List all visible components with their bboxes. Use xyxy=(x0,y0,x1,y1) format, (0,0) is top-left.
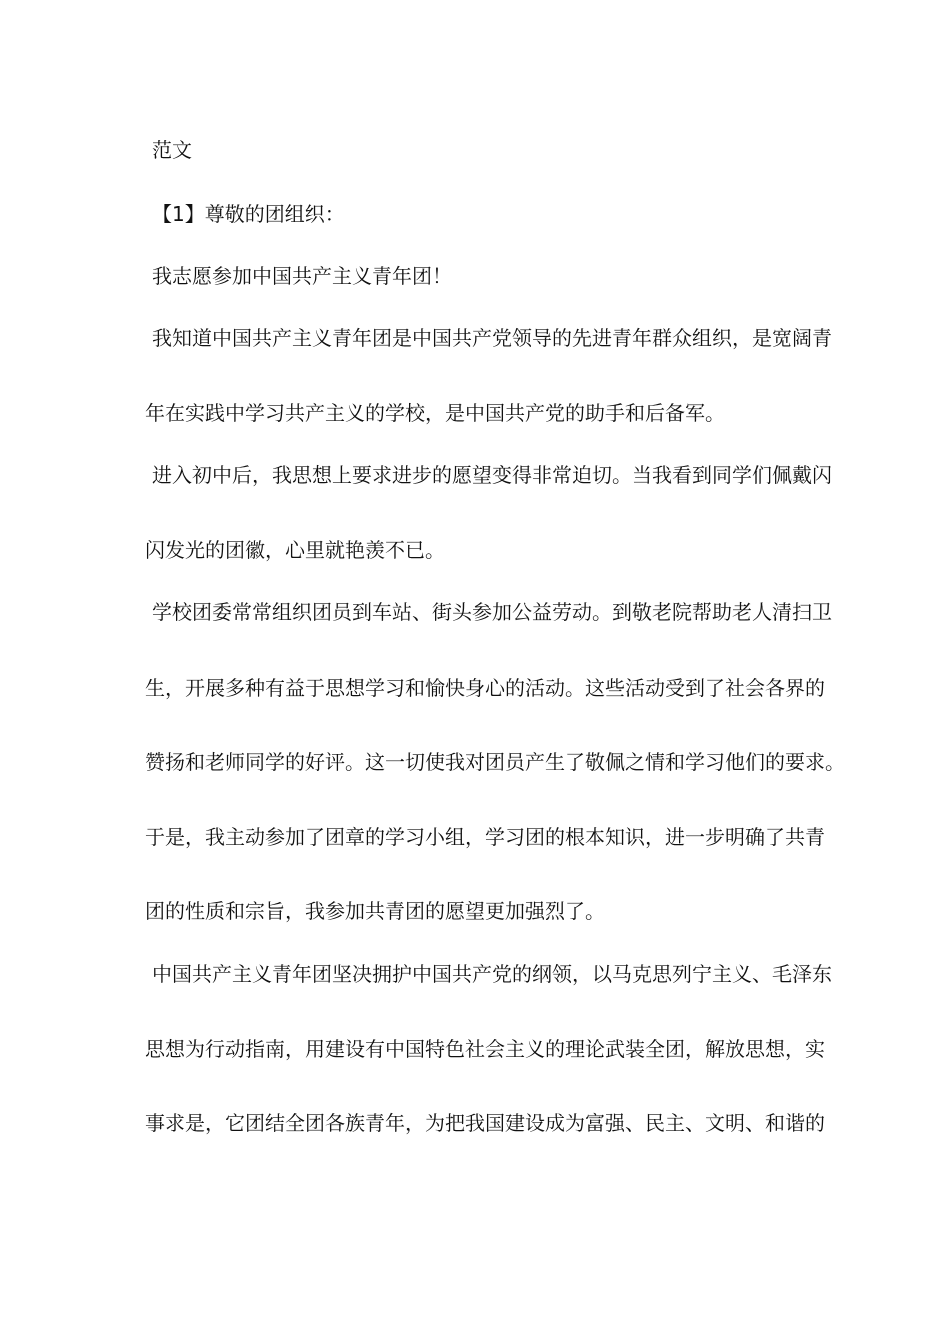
text-line-2: 我知道中国共产主义青年团是中国共产党领导的先进青年群众组织，是宽阔青 xyxy=(152,326,832,350)
text-line-4: 进入初中后，我思想上要求进步的愿望变得非常迫切。当我看到同学们佩戴闪 xyxy=(152,463,832,487)
text-line-3: 年在实践中学习共产主义的学校，是中国共产党的助手和后备军。 xyxy=(145,401,725,425)
text-line-11: 中国共产主义青年团坚决拥护中国共产党的纲领，以马克思列宁主义、毛泽东 xyxy=(152,962,832,986)
text-line-6: 学校团委常常组织团员到车站、街头参加公益劳动。到敬老院帮助老人清扫卫 xyxy=(152,600,832,624)
text-line-12: 思想为行动指南，用建设有中国特色社会主义的理论武装全团，解放思想，实 xyxy=(145,1037,825,1061)
text-line-13: 事求是，它团结全团各族青年，为把我国建设成为富强、民主、文明、和谐的 xyxy=(145,1111,825,1135)
text-line-8: 赞扬和老师同学的好评。这一切使我对团员产生了敬佩之情和学习他们的要求。 xyxy=(145,750,845,774)
text-line-5: 闪发光的团徽，心里就艳羡不已。 xyxy=(145,538,445,562)
text-line-10: 团的性质和宗旨，我参加共青团的愿望更加强烈了。 xyxy=(145,899,605,923)
text-line-1: 我志愿参加中国共产主义青年团！ xyxy=(152,264,452,288)
text-line-9: 于是，我主动参加了团章的学习小组，学习团的根本知识，进一步明确了共青 xyxy=(145,825,825,849)
salutation-line: 【1】尊敬的团组织： xyxy=(152,202,345,226)
text-line-7: 生，开展多种有益于思想学习和愉快身心的活动。这些活动受到了社会各界的 xyxy=(145,676,825,700)
heading-fanwen: 范文 xyxy=(152,138,192,162)
